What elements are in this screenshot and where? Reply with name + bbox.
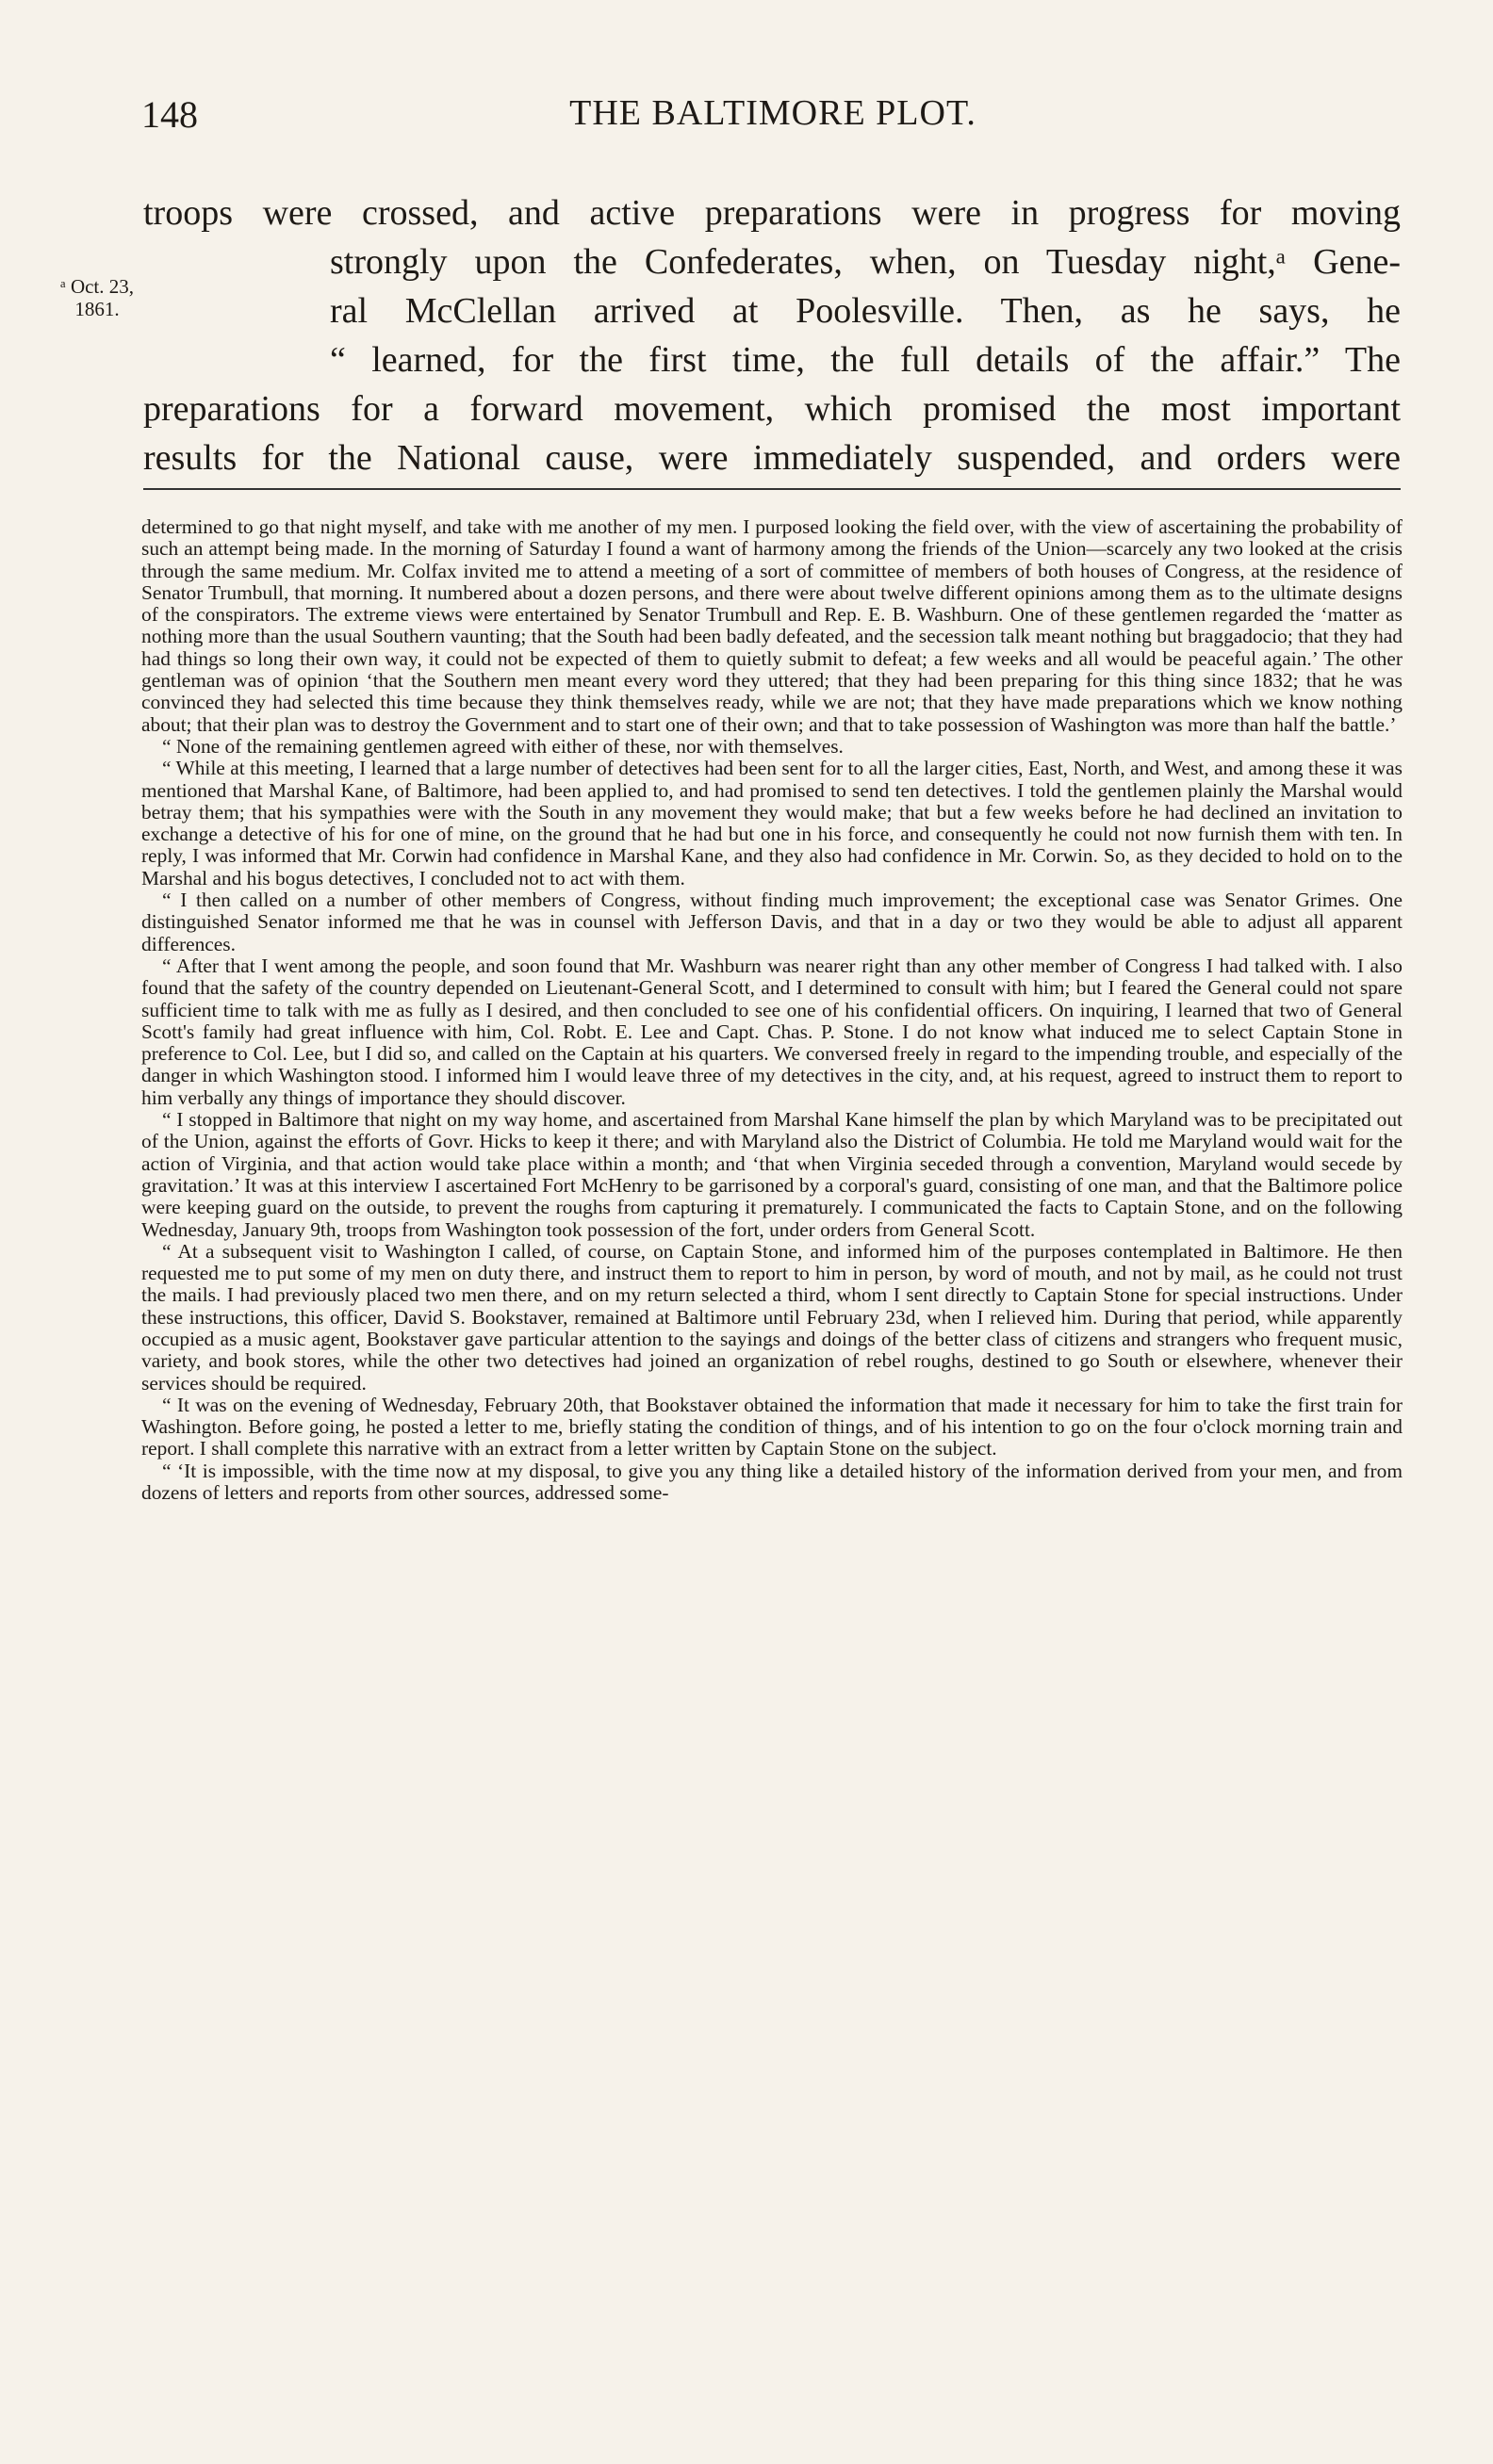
main-text-line: preparations for a forward movement, which promised the most important [143,389,1401,429]
footnote-paragraph: “ At a subsequent visit to Washington I called, of course, on Captain Stone, and informed him of the purposes contemplated in Baltimore. He then requested me to put some of my men on duty there, and instruct them to report to him in person, by word of mouth, and not by mail, as he could not trust the mails. I had previously placed two men there, and on my return selected a third, whom I sent directly to Captain Stone for special instructions. Under these instructions, this officer, David S. Bookstaver, remained at Baltimore until February 23d, when I relieved him. During that period, while apparently occupied as a music agent, Bookstaver gave particular attention to the sayings and doings of the better class of citizens and strangers who frequent music, variety, and book stores, while the other two detectives had joined an organization of rebel roughs, destined to go South or elsewhere, whenever their services should be required. [141,1239,1403,1395]
main-text-line: ral McClellan arrived at Poolesville. Then, as he says, he [330,291,1401,331]
running-head [141,92,1404,149]
running-title: THE BALTIMORE PLOT. [569,93,976,133]
main-text-line: troops were crossed, and active preparations were in progress for moving [143,193,1401,233]
footnote-paragraph: “ I stopped in Baltimore that night on my way home, and ascertained from Marshal Kane himself the plan by which Maryland was to be precipitated out of the Union, against the efforts of Govr. Hicks to keep it there; and with Maryland also the District of Columbia. He told me Maryland would wait for the action of Virginia, and that action would take place within a month; and ‘that when Virginia seceded through a convention, Maryland would secede by gravitation.’ It was at this interview I ascertained Fort McHenry to be garrisoned by a corporal's guard, consisting of one man, and that the Baltimore police were keeping guard on the outside, to prevent the roughs from capturing it prematurely. I communicated the facts to Captain Stone, and on the following Wednesday, January 9th, troops from Washington took possession of the fort, under orders from General Scott. [141,1108,1403,1241]
footnote-paragraph: “ I then called on a number of other members of Congress, without finding much improvement; the exceptional case was Senator Grimes. One distinguished Senator informed me that he was in counsel with Jefferson Davis, and that in a day or two they would be able to adjust all apparent differences. [141,889,1403,955]
footnote-paragraph: determined to go that night myself, and take with me another of my men. I purposed looking the field over, with the view of ascertaining the probability of such an attempt being made. In the morning of Saturday I found a want of harmony among the friends of the Union—scarcely any two looked at the crisis through the same medium. Mr. Colfax invited me to attend a meeting of a sort of committee of members of both houses of Congress, at the residence of Senator Trumbull, that morning. It numbered about a dozen persons, and there were about twelve different opinions among them as to the ultimate designs of the conspirators. The extreme views were entertained by Senator Trumbull and Rep. E. B. Washburn. One of these gentlemen regarded the ‘matter as nothing more than the usual Southern vaunting; that the South had been badly defeated, and the secession talk meant nothing but braggadocio; that they had had things so long their own way, it could not be expected of them to quietly submit to defeat; a few weeks and all would be peaceful again.’ The other gentleman was of opinion ‘that the Southern men meant every word they uttered; that they had been preparing for this thing since 1832; that he was convinced they had selected this time because they think themselves ready, while we are not; that they have made preparations which we know nothing about; that their plan was to destroy the Government and to start one of their own; and that to take possession of Washington was more than half the battle.’ [141,516,1403,736]
footnote-divider [143,488,1401,490]
margin-date-note [45,275,149,320]
footnote-paragraph: “ After that I went among the people, and soon found that Mr. Washburn was nearer right than any other member of Congress I had talked with. I also found that the safety of the country depended on Lieutenant-General Scott, and I determined to consult with him; but I feared the General could not spare sufficient time to talk with me as fully as I desired, and then concluded to see one of his confidential officers. On inquiring, I learned that two of General Scott's family had great influence with him, Col. Robt. E. Lee and Capt. Chas. P. Stone. I do not know what induced me to select Captain Stone in preference to Col. Lee, but I did so, and called on the Captain at his quarters. We conversed freely in regard to the impending trouble, and especially of the danger in which Washington stood. I informed him I would leave three of my detectives in the city, and, at his request, agreed to instruct them to report to him verbally any things of importance they should discover. [141,954,1403,1109]
footnote-paragraph: “ While at this meeting, I learned that a large number of detectives had been sent for to all the larger cities, East, North, and West, and among these it was mentioned that Marshal Kane, of Baltimore, had been applied to, and had promised to send ten detectives. I told the gentlemen plainly the Marshal would betray them; that his sympathies were with the South in any movement they would make; that but a few weeks before he had declined an invitation to exchange a detective of his for one of mine, on the ground that he had but one in his force, and consequently he could not now furnish them with ten. In reply, I was informed that Mr. Corwin had confidence in Marshal Kane, and they also had confidence in Mr. Corwin. So, as they decided to hold on to the Marshal and his bogus detectives, I concluded not to act with them. [141,757,1403,889]
page-number: 148 [141,93,198,136]
main-text-line: “ learned, for the first time, the full details of the affair.” The [330,340,1401,380]
main-text-line: strongly upon the Confederates, when, on Tuesday night,ᵃ Gene- [330,242,1401,282]
main-text-line: results for the National cause, were immediately suspended, and orders were [143,438,1401,478]
footnote-paragraph: “ It was on the evening of Wednesday, February 20th, that Bookstaver obtained the information that made it necessary for him to take the first train for Washington. Before going, he posted a letter to me, briefly stating the condition of things, and of his intention to go on the four o'clock morning train and report. I shall complete this narrative with an extract from a letter written by Captain Stone on the subject. [141,1393,1403,1460]
main-text [143,188,1401,482]
footnote-paragraph: “ ‘It is impossible, with the time now at my disposal, to give you any thing like a detailed history of the information derived from your men, and from dozens of letters and reports from other sources, addressed some- [141,1459,1403,1505]
margin-year-line: 1861. [74,298,120,320]
margin-date-line: ᵃ Oct. 23, [59,275,135,298]
footnote-paragraph: “ None of the remaining gentlemen agreed with either of these, nor with themselves. [162,734,844,758]
footnote [141,516,1403,2443]
